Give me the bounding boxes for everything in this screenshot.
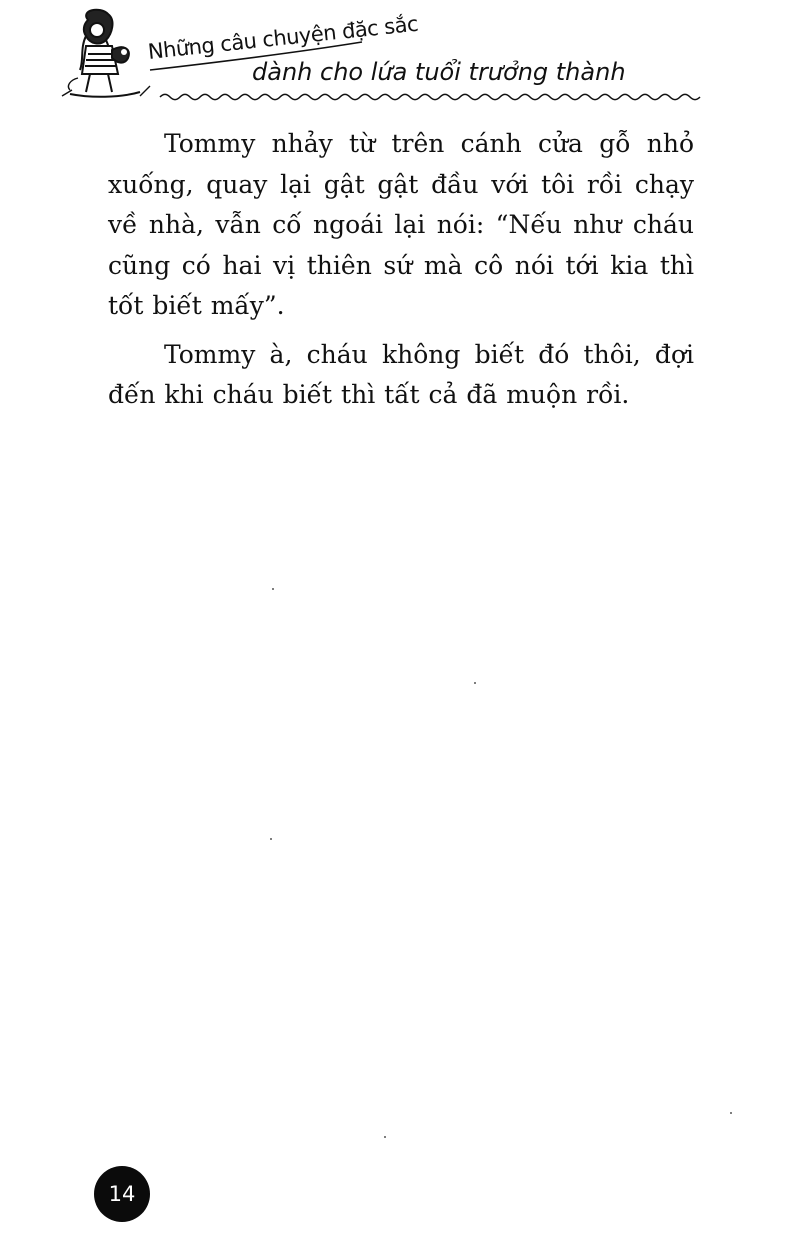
page-body xyxy=(108,124,694,424)
print-speck xyxy=(272,588,274,590)
print-speck xyxy=(474,682,476,684)
series-title-line2: dành cho lứa tuổi trưởng thành xyxy=(252,58,626,86)
print-speck xyxy=(384,1136,386,1138)
page-header xyxy=(0,0,800,110)
paragraph: Tommy à, cháu không biết đó thôi, đợi đến khi cháu biết thì tất cả đã muộn rồi. xyxy=(108,339,694,409)
paragraph: Tommy nhảy từ trên cánh cửa gỗ nhỏ xuống, quay lại gật gật đầu với tôi rồi chạy về nhà, vẫn cố ngoái lại nói: “Nếu như cháu cũng có hai vị thiên sứ mà cô nói tới kia thì tốt biết mấy”. xyxy=(108,129,694,320)
print-speck xyxy=(270,838,272,840)
print-speck xyxy=(730,1112,732,1114)
page-number-badge: 14 xyxy=(94,1166,150,1222)
girl-illustration-icon xyxy=(62,10,150,97)
series-title-line1: Những câu chuyện đặc sắc xyxy=(146,11,420,64)
wavy-line-icon xyxy=(160,94,700,99)
